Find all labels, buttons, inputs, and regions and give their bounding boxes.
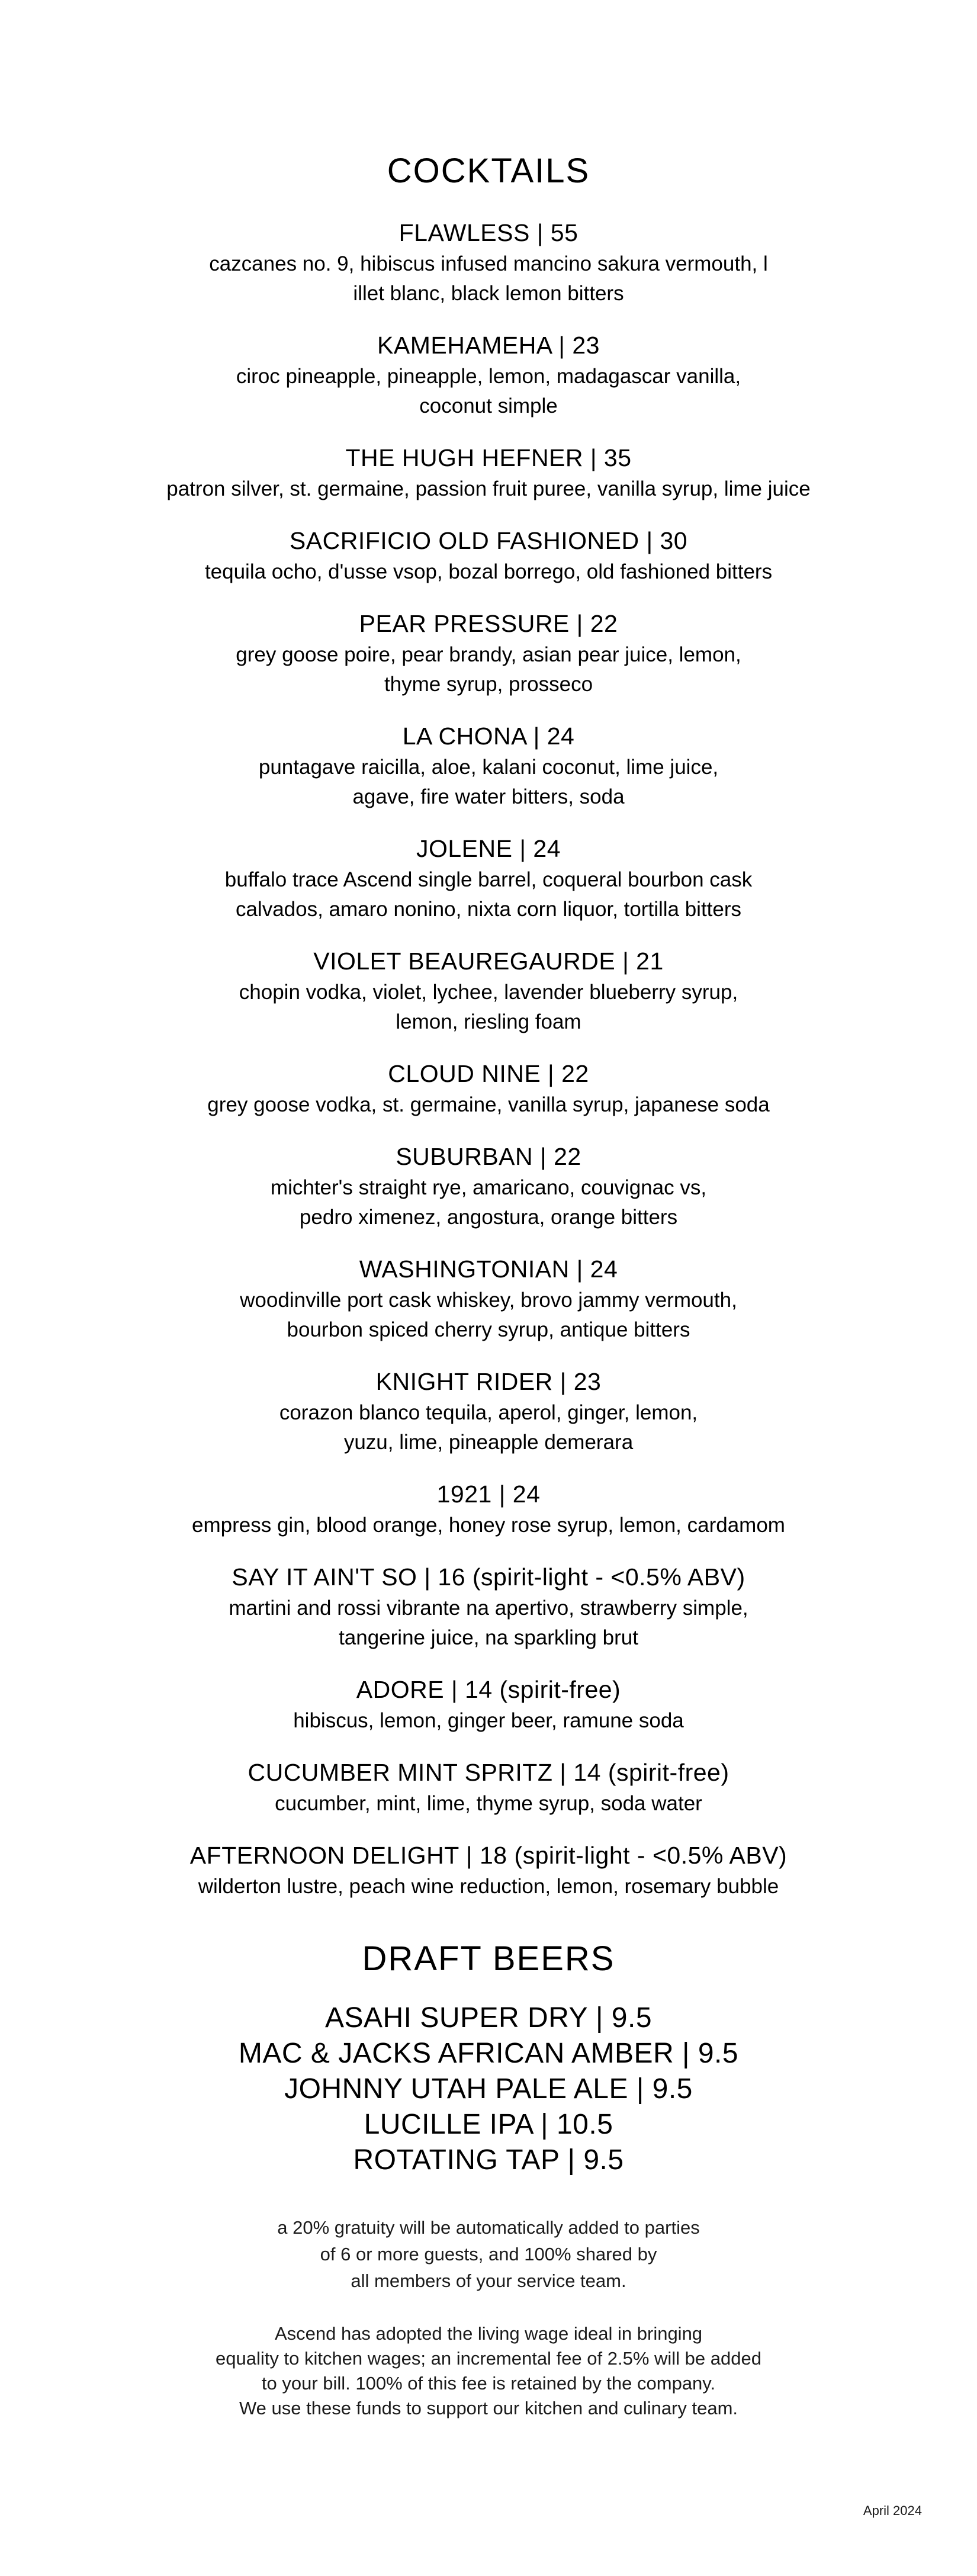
gratuity-note bbox=[0, 2214, 977, 2294]
cocktail-item bbox=[0, 1365, 977, 1457]
living-wage-note-line: equality to kitchen wages; an incremental fee of 2.5% will be added bbox=[216, 2348, 761, 2369]
cocktail-title: ADORE | 14 (spirit-free) bbox=[356, 1676, 621, 1703]
beer-item: LUCILLE IPA | 10.5 bbox=[364, 2109, 613, 2140]
cocktail-title: JOLENE | 24 bbox=[416, 835, 561, 862]
cocktail-title: SAY IT AIN'T SO | 16 (spirit-light - <0.5% ABV) bbox=[232, 1563, 745, 1591]
beer-item: ROTATING TAP | 9.5 bbox=[353, 2144, 624, 2176]
cocktail-title: 1921 | 24 bbox=[436, 1480, 541, 1508]
cocktail-ingredients: hibiscus, lemon, ginger beer, ramune soda bbox=[293, 1709, 684, 1732]
cocktail-item bbox=[0, 1140, 977, 1232]
cocktail-ingredients: coconut simple bbox=[419, 394, 558, 417]
cocktail-title: SUBURBAN | 22 bbox=[396, 1143, 581, 1170]
cocktail-ingredients: puntagave raicilla, aloe, kalani coconut, lime juice, bbox=[258, 756, 719, 779]
cocktail-item bbox=[0, 1673, 977, 1736]
cocktail-ingredients: grey goose vodka, st. germaine, vanilla syrup, japanese soda bbox=[207, 1093, 770, 1116]
draft-beers-heading: DRAFT BEERS bbox=[362, 1939, 615, 1978]
cocktail-ingredients: grey goose poire, pear brandy, asian pear juice, lemon, bbox=[236, 643, 741, 666]
cocktail-item bbox=[0, 329, 977, 421]
cocktail-ingredients: pedro ximenez, angostura, orange bitters bbox=[299, 1206, 678, 1229]
gratuity-note-line: a 20% gratuity will be automatically added to parties bbox=[277, 2217, 700, 2238]
cocktail-ingredients: bourbon spiced cherry syrup, antique bitters bbox=[287, 1318, 690, 1341]
cocktail-ingredients: martini and rossi vibrante na apertivo, strawberry simple, bbox=[229, 1597, 748, 1620]
cocktail-ingredients: chopin vodka, violet, lychee, lavender blueberry syrup, bbox=[239, 981, 738, 1004]
cocktail-item bbox=[0, 524, 977, 587]
cocktail-title: SACRIFICIO OLD FASHIONED | 30 bbox=[289, 527, 688, 554]
cocktail-ingredients: agave, fire water bitters, soda bbox=[352, 785, 625, 808]
cocktail-title: VIOLET BEAUREGAURDE | 21 bbox=[313, 947, 664, 975]
cocktail-item bbox=[0, 441, 977, 504]
cocktail-item bbox=[0, 607, 977, 699]
cocktail-ingredients: empress gin, blood orange, honey rose syrup, lemon, cardamom bbox=[192, 1514, 785, 1537]
cocktail-ingredients: illet blanc, black lemon bitters bbox=[353, 282, 624, 305]
cocktail-item bbox=[0, 1839, 977, 1902]
cocktail-item bbox=[0, 1252, 977, 1345]
beer-item: ASAHI SUPER DRY | 9.5 bbox=[324, 2002, 653, 2034]
cocktail-ingredients: corazon blanco tequila, aperol, ginger, lemon, bbox=[279, 1401, 698, 1424]
cocktail-item bbox=[0, 1560, 977, 1653]
cocktail-ingredients: yuzu, lime, pineapple demerara bbox=[343, 1431, 634, 1454]
menu-date: April 2024 bbox=[863, 2503, 922, 2518]
living-wage-note-line: to your bill. 100% of this fee is retained by the company. bbox=[261, 2373, 716, 2394]
cocktail-title: CUCUMBER MINT SPRITZ | 14 (spirit-free) bbox=[248, 1759, 729, 1786]
cocktail-ingredients: tequila ocho, d'usse vsop, bozal borrego, old fashioned bitters bbox=[204, 560, 773, 583]
living-wage-note-line: We use these funds to support our kitchen and culinary team. bbox=[239, 2398, 738, 2418]
cocktail-title: THE HUGH HEFNER | 35 bbox=[345, 444, 632, 471]
cocktails-heading: COCKTAILS bbox=[387, 152, 590, 190]
living-wage-note bbox=[0, 2321, 977, 2421]
cocktail-item bbox=[0, 832, 977, 924]
cocktail-ingredients: buffalo trace Ascend single barrel, coqueral bourbon cask bbox=[224, 868, 753, 891]
cocktail-ingredients: cucumber, mint, lime, thyme syrup, soda water bbox=[275, 1792, 702, 1815]
cocktail-ingredients: woodinville port cask whiskey, brovo jammy vermouth, bbox=[240, 1289, 737, 1312]
beer-item: JOHNNY UTAH PALE ALE | 9.5 bbox=[284, 2073, 693, 2105]
cocktail-ingredients: cazcanes no. 9, hibiscus infused mancino sakura vermouth, l bbox=[209, 252, 768, 275]
gratuity-note-line: of 6 or more guests, and 100% shared by bbox=[320, 2244, 657, 2265]
cocktail-title: KAMEHAMEHA | 23 bbox=[377, 332, 600, 359]
cocktail-title: LA CHONA | 24 bbox=[402, 722, 575, 750]
cocktail-title: CLOUD NINE | 22 bbox=[388, 1060, 589, 1087]
beer-item: MAC & JACKS AFRICAN AMBER | 9.5 bbox=[238, 2038, 739, 2069]
cocktail-ingredients: thyme syrup, prosseco bbox=[384, 673, 593, 696]
cocktail-list bbox=[0, 216, 977, 1922]
cocktail-title: FLAWLESS | 55 bbox=[398, 219, 579, 246]
cocktail-ingredients: patron silver, st. germaine, passion fruit puree, vanilla syrup, lime juice bbox=[166, 477, 811, 500]
cocktail-title: AFTERNOON DELIGHT | 18 (spirit-light - <0.5% ABV) bbox=[189, 1842, 788, 1869]
cocktail-item bbox=[0, 1057, 977, 1120]
cocktail-title: PEAR PRESSURE | 22 bbox=[359, 610, 618, 637]
cocktail-ingredients: michter's straight rye, amaricano, couvignac vs, bbox=[270, 1176, 707, 1199]
cocktail-title: WASHINGTONIAN | 24 bbox=[359, 1255, 618, 1283]
cocktail-item bbox=[0, 1756, 977, 1819]
cocktail-ingredients: lemon, riesling foam bbox=[396, 1010, 581, 1033]
gratuity-note-line: all members of your service team. bbox=[351, 2270, 626, 2291]
cocktail-ingredients: ciroc pineapple, pineapple, lemon, madagascar vanilla, bbox=[236, 365, 741, 388]
cocktail-item bbox=[0, 720, 977, 812]
cocktail-item bbox=[0, 1477, 977, 1540]
cocktail-ingredients: calvados, amaro nonino, nixta corn liquor, tortilla bitters bbox=[235, 898, 742, 921]
living-wage-note-line: Ascend has adopted the living wage ideal in bringing bbox=[274, 2323, 703, 2344]
cocktail-ingredients: wilderton lustre, peach wine reduction, lemon, rosemary bubble bbox=[198, 1875, 779, 1898]
cocktail-ingredients: tangerine juice, na sparkling brut bbox=[339, 1626, 638, 1649]
cocktail-item bbox=[0, 216, 977, 309]
cocktail-item bbox=[0, 945, 977, 1037]
cocktail-title: KNIGHT RIDER | 23 bbox=[375, 1368, 602, 1395]
draft-beer-list bbox=[0, 2000, 977, 2178]
